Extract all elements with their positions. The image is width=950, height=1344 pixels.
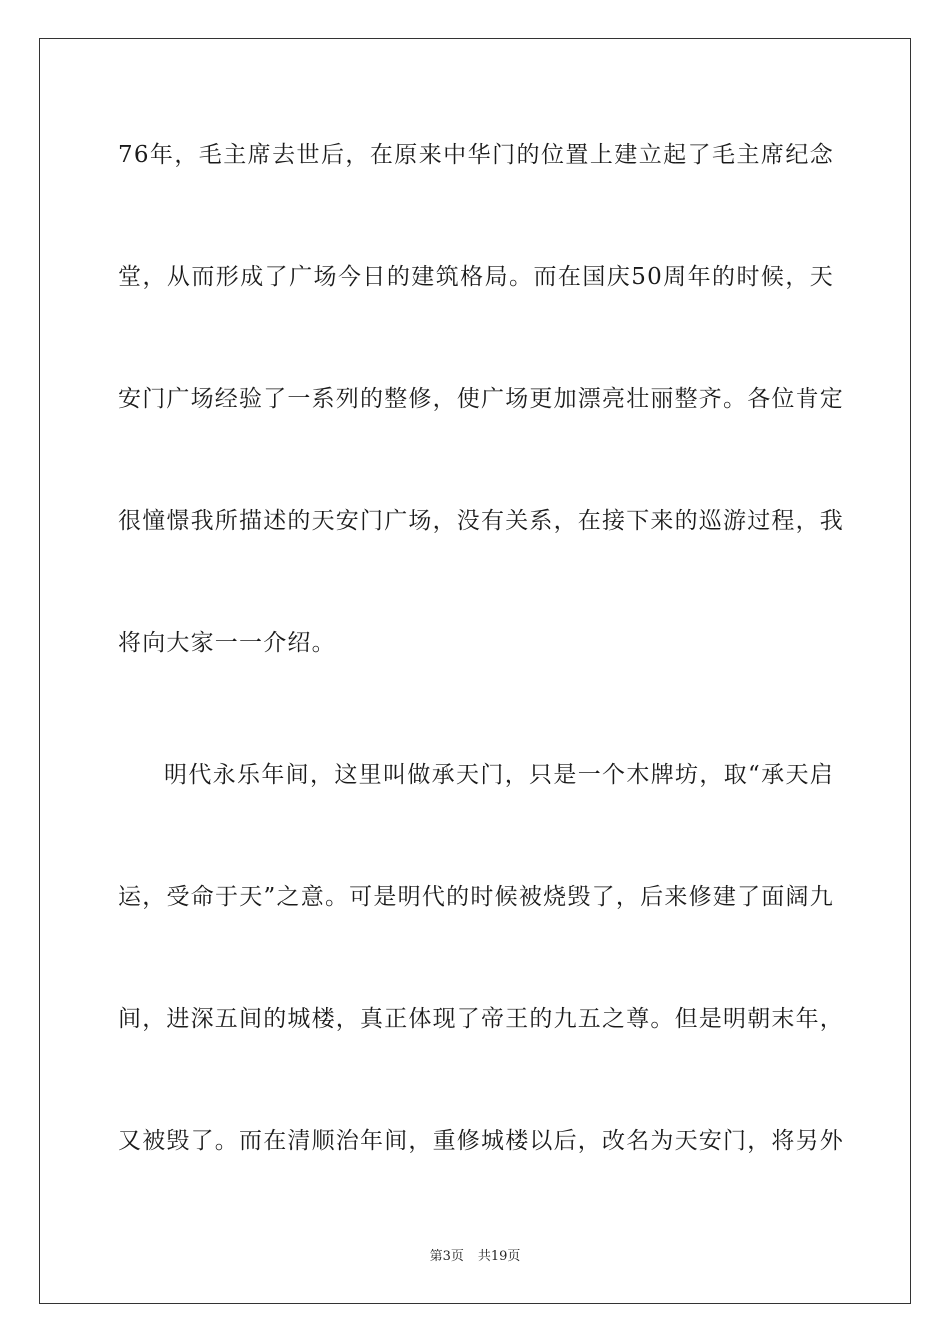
total-pages: 共19页	[477, 1249, 521, 1264]
paragraph-line: 76年，毛主席去世后，在原来中华门的位置上建立起了毛主席纪念	[118, 142, 834, 168]
page-footer	[0, 1248, 950, 1266]
page-number: 第3页	[429, 1249, 464, 1264]
paragraph-line: 将向大家一一介绍。	[118, 630, 336, 656]
paragraph-line: 运，受命于天”之意。可是明代的时候被烧毁了，后来修建了面阔九	[118, 884, 834, 910]
paragraph-line: 堂，从而形成了广场今日的建筑格局。而在国庆50周年的时候，天	[118, 264, 834, 290]
paragraph-line: 明代永乐年间，这里叫做承天门，只是一个木牌坊，取“承天启	[164, 762, 834, 788]
page-border	[39, 38, 911, 1304]
paragraph-line: 安门广场经验了一系列的整修，使广场更加漂亮壮丽整齐。各位肯定	[118, 386, 844, 412]
paragraph-line: 很憧憬我所描述的天安门广场，没有关系，在接下来的巡游过程，我	[118, 508, 844, 534]
paragraph-line: 间，进深五间的城楼，真正体现了帝王的九五之尊。但是明朝末年，	[118, 1006, 844, 1032]
paragraph-line: 又被毁了。而在清顺治年间，重修城楼以后，改名为天安门，将另外	[118, 1128, 844, 1154]
